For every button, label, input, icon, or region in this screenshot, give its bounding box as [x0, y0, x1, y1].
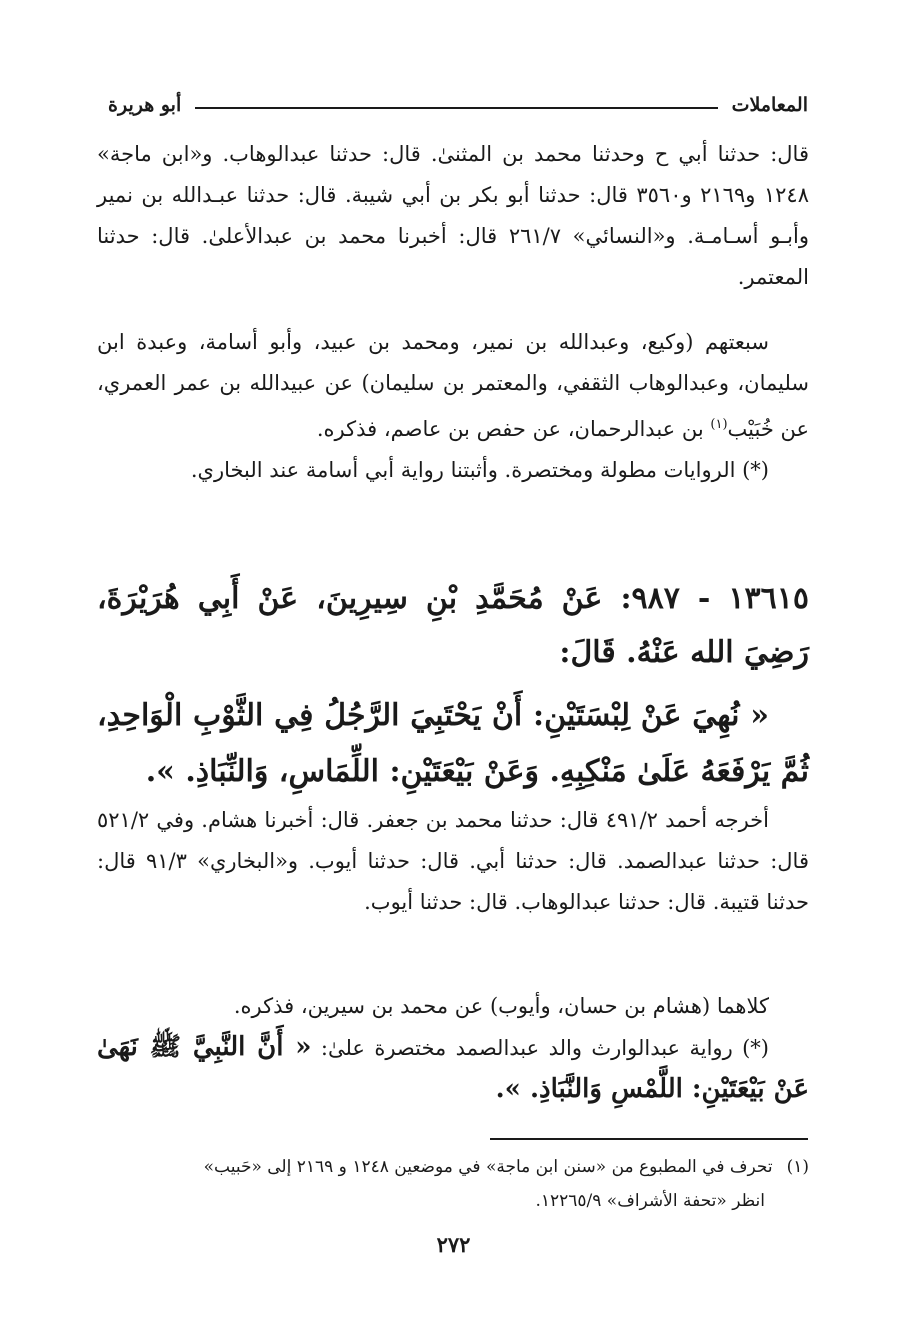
takhrij-continued — [97, 134, 809, 298]
header-narrator: أبو هريرة — [108, 94, 182, 116]
footnote-number: (١) — [786, 1157, 809, 1177]
footnote-line-1 — [97, 1150, 809, 1184]
header-rule — [195, 107, 717, 109]
page-number: ٢٧٢ — [436, 1232, 471, 1257]
abdulwarith-vocalized-text: « أَنَّ النَّبِيَّ ﷺ نَهَىٰ عَنْ بَيْعَتَيْنِ: اللَّمْسِ وَالنَّبَاذِ. ». — [97, 1032, 809, 1104]
abdulwarith-note-text: (*) رواية عبدالوارث والد عبدالصمد مختصرة علىٰ: — [311, 1036, 769, 1060]
isnad-summary-paragraph — [97, 322, 809, 450]
isnad-summary — [97, 322, 809, 491]
takhrij-notes — [97, 986, 809, 1111]
takhrij-continued-text: قال: حدثنا أبي ح وحدثنا محمد بن المثنىٰ. قال: حدثنا عبدالوهاب. و«ابن ماجة» ١٢٤٨ و٢١٦٩ و٣٥٦٠ قال: حدثنا أبو بكر بن أبي شيبة. قال: حدثنا عبـدالله بن نمير وأبـو أسـامـة. و«النسائي» ٢٦١/٧ قال: أخبرنا محمد بن عبدالأعلىٰ. قال: حدثنا المعتمر. — [97, 142, 809, 289]
takhrij — [97, 800, 809, 923]
takhrij-text: أخرجه أحمد ٤٩١/٢ قال: حدثنا محمد بن جعفر. قال: أخبرنا هشام. وفي ٥٢١/٢ قال: حدثنا عبدالصمد. قال: حدثنا أبي. قال: حدثنا أيوب. و«البخاري» ٩١/٣ قال: حدثنا قتيبة. قال: حدثنا عبدالوهاب. قال: حدثنا أيوب. — [97, 808, 809, 914]
header-book-title: المعاملات — [731, 94, 808, 116]
hadith-number-and-isnad: ١٣٦١٥ - ٩٨٧: عَنْ مُحَمَّدِ بْنِ سِيرِينَ، عَنْ أَبِي هُرَيْرَةَ، رَضِيَ الله عَنْهُ. قَالَ: — [97, 581, 809, 670]
hadith-heading — [97, 572, 809, 680]
footnote — [97, 1150, 809, 1218]
hadith-matn-text: « نُهِيَ عَنْ لِبْسَتَيْنِ: أَنْ يَحْتَبِيَ الرَّجُلُ فِي الثَّوْبِ الْوَاحِدِ، ثُمَّ يَرْفَعَهُ عَلَىٰ مَنْكِبِهِ. وَعَنْ بَيْعَتَيْنِ: اللِّمَاسِ، وَالنِّبَاذِ. ». — [97, 698, 809, 789]
both-narrators-note: كلاهما (هشام بن حسان، وأيوب) عن محمد بن سيرين، فذكره. — [233, 994, 769, 1018]
versions-note: (*) الروايات مطولة ومختصرة. وأثبتنا رواية أبي أسامة عند البخاري. — [190, 458, 769, 482]
isnad-summary-text-start: سبعتهم (وكيع، وعبدالله بن نمير، ومحمد بن عبيد، وأبو أسامة، وعبدة ابن سليمان، وعبدالوهاب الثقفي، والمعتمر بن سليمان) عن عبيدالله بن عمر العمري، عن خُبَيْب — [97, 330, 809, 441]
footnote-text-1: تحرف في المطبوع من «سنن ابن ماجة» في موضعين ١٢٤٨ و ٢١٦٩ إلى «حَبيب» — [203, 1157, 773, 1177]
footnote-separator — [490, 1138, 808, 1140]
footnote-marker[interactable]: (١) — [710, 417, 728, 432]
hadith-matn — [97, 688, 809, 800]
running-header — [108, 88, 808, 122]
abdulwarith-version-note — [97, 1027, 809, 1111]
isnad-summary-text-end: بن عبدالرحمان، عن حفص بن عاصم، فذكره. — [316, 417, 711, 441]
footnote-line-2: انظر «تحفة الأشراف» ١٢٢٦٥/٩. — [535, 1191, 765, 1211]
